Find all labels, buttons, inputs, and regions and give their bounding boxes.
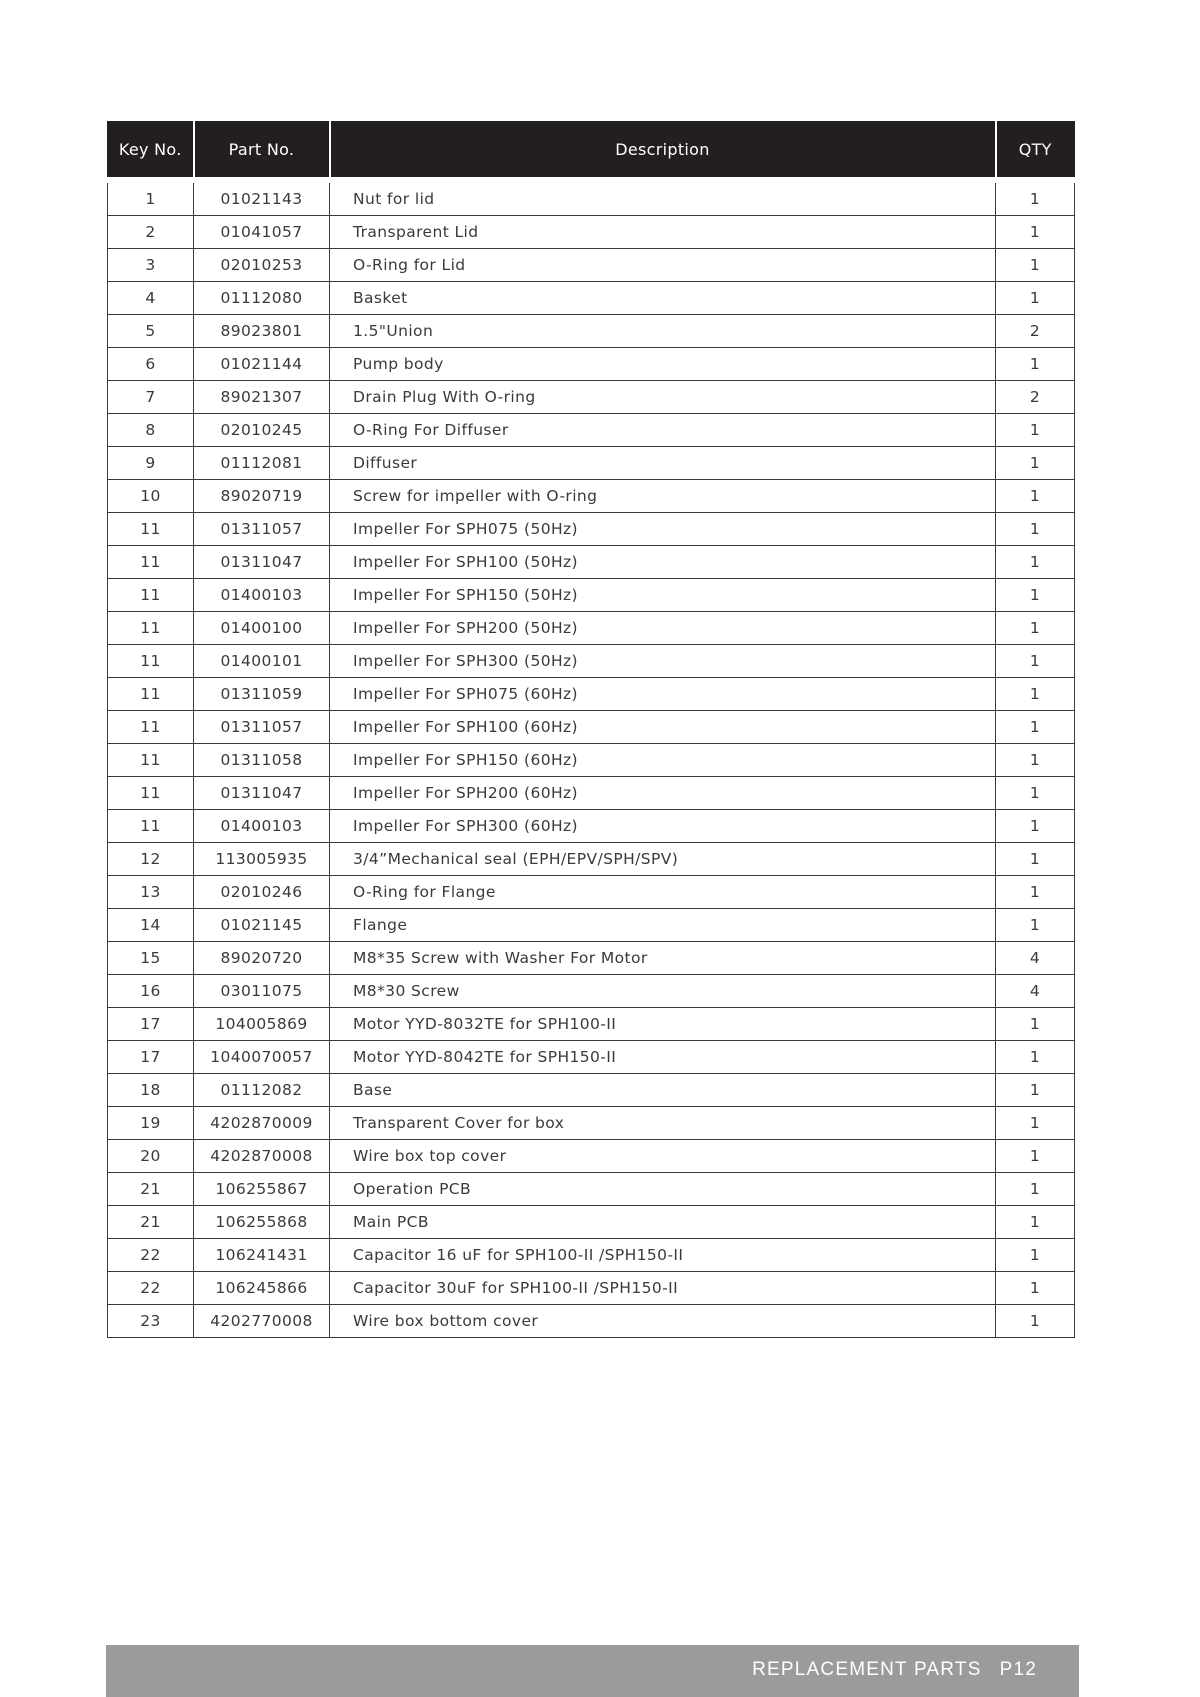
- key-no-cell: 14: [108, 909, 194, 942]
- key-no-cell: 1: [108, 180, 194, 216]
- qty-cell: 4: [996, 942, 1075, 975]
- table-row: [108, 381, 1075, 414]
- table-row: [108, 612, 1075, 645]
- key-no-cell: 23: [108, 1305, 194, 1338]
- part-no-cell: 01311058: [194, 744, 330, 777]
- table-row: [108, 513, 1075, 546]
- part-no-cell: 01021143: [194, 180, 330, 216]
- table-row: [108, 579, 1075, 612]
- key-no-cell: 18: [108, 1074, 194, 1107]
- qty-cell: 1: [996, 876, 1075, 909]
- part-no-cell: 89020719: [194, 480, 330, 513]
- qty-cell: 1: [996, 645, 1075, 678]
- part-no-cell: 01400101: [194, 645, 330, 678]
- qty-cell: 1: [996, 1140, 1075, 1173]
- key-no-cell: 3: [108, 249, 194, 282]
- part-no-cell: 106245866: [194, 1272, 330, 1305]
- table-row: [108, 1008, 1075, 1041]
- key-no-cell: 8: [108, 414, 194, 447]
- qty-cell: 1: [996, 1272, 1075, 1305]
- part-no-cell: 4202870009: [194, 1107, 330, 1140]
- part-no-cell: 104005869: [194, 1008, 330, 1041]
- footer-bar: [106, 1645, 1079, 1697]
- key-no-cell: 11: [108, 579, 194, 612]
- description-cell: Basket: [330, 282, 996, 315]
- key-no-cell: 6: [108, 348, 194, 381]
- qty-cell: 1: [996, 612, 1075, 645]
- description-cell: Drain Plug With O-ring: [330, 381, 996, 414]
- table-row: [108, 843, 1075, 876]
- table-row: [108, 810, 1075, 843]
- qty-cell: 1: [996, 216, 1075, 249]
- description-cell: Transparent Cover for box: [330, 1107, 996, 1140]
- qty-cell: 1: [996, 180, 1075, 216]
- key-no-cell: 11: [108, 711, 194, 744]
- key-no-cell: 7: [108, 381, 194, 414]
- description-cell: Diffuser: [330, 447, 996, 480]
- part-no-cell: 01021144: [194, 348, 330, 381]
- table-row: [108, 216, 1075, 249]
- description-cell: Capacitor 16 uF for SPH100-II /SPH150-II: [330, 1239, 996, 1272]
- qty-cell: 1: [996, 1107, 1075, 1140]
- table-row: [108, 1140, 1075, 1173]
- part-no-cell: 01112081: [194, 447, 330, 480]
- description-cell: Impeller For SPH075 (50Hz): [330, 513, 996, 546]
- qty-cell: 1: [996, 414, 1075, 447]
- part-no-cell: 1040070057: [194, 1041, 330, 1074]
- key-no-cell: 22: [108, 1239, 194, 1272]
- description-cell: O-Ring For Diffuser: [330, 414, 996, 447]
- qty-cell: 1: [996, 909, 1075, 942]
- qty-cell: 1: [996, 249, 1075, 282]
- key-no-cell: 19: [108, 1107, 194, 1140]
- description-cell: Impeller For SPH150 (60Hz): [330, 744, 996, 777]
- part-no-cell: 01311057: [194, 513, 330, 546]
- table-row: [108, 744, 1075, 777]
- key-no-cell: 11: [108, 513, 194, 546]
- key-no-cell: 21: [108, 1173, 194, 1206]
- description-cell: Wire box bottom cover: [330, 1305, 996, 1338]
- section-title: REPLACEMENT PARTS: [752, 1659, 982, 1680]
- table-row: [108, 1272, 1075, 1305]
- part-no-cell: 01400103: [194, 579, 330, 612]
- part-no-cell: 113005935: [194, 843, 330, 876]
- table-row: [108, 1041, 1075, 1074]
- part-no-cell: 02010245: [194, 414, 330, 447]
- key-no-cell: 5: [108, 315, 194, 348]
- key-no-cell: 11: [108, 612, 194, 645]
- qty-cell: 1: [996, 1239, 1075, 1272]
- table-row: [108, 777, 1075, 810]
- qty-cell: 1: [996, 744, 1075, 777]
- table-row: [108, 942, 1075, 975]
- key-no-cell: 4: [108, 282, 194, 315]
- part-no-cell: 02010253: [194, 249, 330, 282]
- part-no-cell: 01112080: [194, 282, 330, 315]
- qty-cell: 1: [996, 1305, 1075, 1338]
- key-no-cell: 11: [108, 546, 194, 579]
- description-cell: 1.5"Union: [330, 315, 996, 348]
- description-cell: Operation PCB: [330, 1173, 996, 1206]
- header-part-no: Part No.: [194, 121, 330, 180]
- table-row: [108, 1206, 1075, 1239]
- qty-cell: 4: [996, 975, 1075, 1008]
- part-no-cell: 01311047: [194, 546, 330, 579]
- table-row: [108, 876, 1075, 909]
- description-cell: O-Ring for Flange: [330, 876, 996, 909]
- table-row: [108, 711, 1075, 744]
- description-cell: 3/4”Mechanical seal (EPH/EPV/SPH/SPV): [330, 843, 996, 876]
- table-row: [108, 1305, 1075, 1338]
- table-row: [108, 1173, 1075, 1206]
- qty-cell: 1: [996, 1074, 1075, 1107]
- key-no-cell: 20: [108, 1140, 194, 1173]
- key-no-cell: 16: [108, 975, 194, 1008]
- part-no-cell: 4202770008: [194, 1305, 330, 1338]
- table-body: [108, 180, 1075, 1338]
- qty-cell: 2: [996, 315, 1075, 348]
- part-no-cell: 01112082: [194, 1074, 330, 1107]
- qty-cell: 1: [996, 777, 1075, 810]
- part-no-cell: 01400103: [194, 810, 330, 843]
- qty-cell: 1: [996, 711, 1075, 744]
- key-no-cell: 15: [108, 942, 194, 975]
- key-no-cell: 21: [108, 1206, 194, 1239]
- key-no-cell: 13: [108, 876, 194, 909]
- key-no-cell: 17: [108, 1041, 194, 1074]
- table-row: [108, 480, 1075, 513]
- description-cell: Impeller For SPH300 (60Hz): [330, 810, 996, 843]
- table-row: [108, 249, 1075, 282]
- key-no-cell: 11: [108, 810, 194, 843]
- table-row: [108, 909, 1075, 942]
- description-cell: Impeller For SPH100 (60Hz): [330, 711, 996, 744]
- key-no-cell: 17: [108, 1008, 194, 1041]
- table-header-row: [108, 121, 1075, 180]
- description-cell: Transparent Lid: [330, 216, 996, 249]
- description-cell: Impeller For SPH150 (50Hz): [330, 579, 996, 612]
- table-row: [108, 645, 1075, 678]
- part-no-cell: 02010246: [194, 876, 330, 909]
- table-row: [108, 975, 1075, 1008]
- qty-cell: 1: [996, 348, 1075, 381]
- table-row: [108, 1107, 1075, 1140]
- key-no-cell: 10: [108, 480, 194, 513]
- description-cell: Flange: [330, 909, 996, 942]
- key-no-cell: 9: [108, 447, 194, 480]
- description-cell: Base: [330, 1074, 996, 1107]
- description-cell: Impeller For SPH200 (50Hz): [330, 612, 996, 645]
- part-no-cell: 89021307: [194, 381, 330, 414]
- header-description: Description: [330, 121, 996, 180]
- part-no-cell: 03011075: [194, 975, 330, 1008]
- description-cell: O-Ring for Lid: [330, 249, 996, 282]
- key-no-cell: 11: [108, 744, 194, 777]
- table-row: [108, 678, 1075, 711]
- table-row: [108, 1239, 1075, 1272]
- description-cell: M8*30 Screw: [330, 975, 996, 1008]
- description-cell: Motor YYD-8032TE for SPH100-II: [330, 1008, 996, 1041]
- part-no-cell: 01311059: [194, 678, 330, 711]
- table-row: [108, 282, 1075, 315]
- qty-cell: 1: [996, 1008, 1075, 1041]
- part-no-cell: 89020720: [194, 942, 330, 975]
- qty-cell: 1: [996, 480, 1075, 513]
- description-cell: Screw for impeller with O-ring: [330, 480, 996, 513]
- key-no-cell: 11: [108, 678, 194, 711]
- replacement-parts-table: [107, 121, 1075, 1338]
- part-no-cell: 01021145: [194, 909, 330, 942]
- qty-cell: 1: [996, 513, 1075, 546]
- qty-cell: 1: [996, 843, 1075, 876]
- description-cell: Main PCB: [330, 1206, 996, 1239]
- key-no-cell: 12: [108, 843, 194, 876]
- description-cell: Pump body: [330, 348, 996, 381]
- qty-cell: 1: [996, 1173, 1075, 1206]
- part-no-cell: 106241431: [194, 1239, 330, 1272]
- description-cell: M8*35 Screw with Washer For Motor: [330, 942, 996, 975]
- part-no-cell: 106255867: [194, 1173, 330, 1206]
- description-cell: Capacitor 30uF for SPH100-II /SPH150-II: [330, 1272, 996, 1305]
- qty-cell: 2: [996, 381, 1075, 414]
- description-cell: Nut for lid: [330, 180, 996, 216]
- qty-cell: 1: [996, 579, 1075, 612]
- qty-cell: 1: [996, 810, 1075, 843]
- qty-cell: 1: [996, 1041, 1075, 1074]
- description-cell: Impeller For SPH200 (60Hz): [330, 777, 996, 810]
- description-cell: Wire box top cover: [330, 1140, 996, 1173]
- part-no-cell: 89023801: [194, 315, 330, 348]
- qty-cell: 1: [996, 678, 1075, 711]
- qty-cell: 1: [996, 282, 1075, 315]
- part-no-cell: 01311047: [194, 777, 330, 810]
- description-cell: Impeller For SPH300 (50Hz): [330, 645, 996, 678]
- table-header: [108, 121, 1075, 180]
- table-row: [108, 546, 1075, 579]
- table-row: [108, 447, 1075, 480]
- description-cell: Impeller For SPH075 (60Hz): [330, 678, 996, 711]
- part-no-cell: 01311057: [194, 711, 330, 744]
- part-no-cell: 01041057: [194, 216, 330, 249]
- header-qty: QTY: [996, 121, 1075, 180]
- qty-cell: 1: [996, 447, 1075, 480]
- key-no-cell: 22: [108, 1272, 194, 1305]
- footer-label: [752, 1659, 1037, 1681]
- description-cell: Motor YYD-8042TE for SPH150-II: [330, 1041, 996, 1074]
- qty-cell: 1: [996, 546, 1075, 579]
- part-no-cell: 01400100: [194, 612, 330, 645]
- qty-cell: 1: [996, 1206, 1075, 1239]
- table-row: [108, 180, 1075, 216]
- table-row: [108, 315, 1075, 348]
- key-no-cell: 2: [108, 216, 194, 249]
- part-no-cell: 106255868: [194, 1206, 330, 1239]
- key-no-cell: 11: [108, 645, 194, 678]
- table-row: [108, 414, 1075, 447]
- header-key-no: Key No.: [108, 121, 194, 180]
- table-row: [108, 1074, 1075, 1107]
- table-row: [108, 348, 1075, 381]
- part-no-cell: 4202870008: [194, 1140, 330, 1173]
- key-no-cell: 11: [108, 777, 194, 810]
- page-number: P12: [999, 1659, 1037, 1680]
- description-cell: Impeller For SPH100 (50Hz): [330, 546, 996, 579]
